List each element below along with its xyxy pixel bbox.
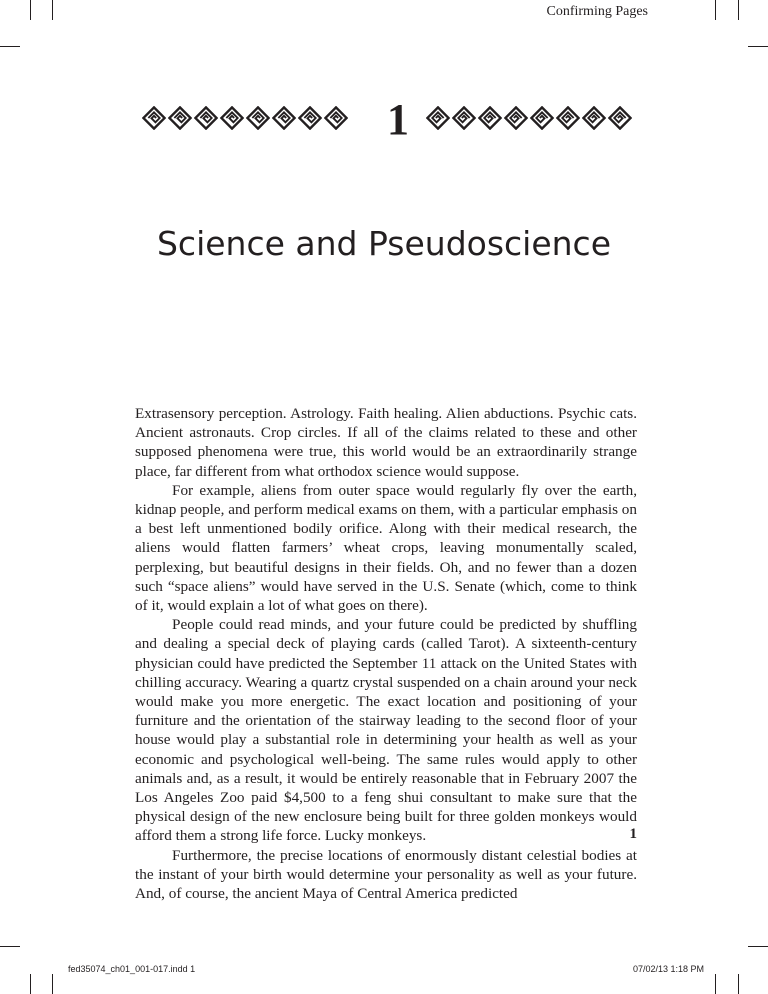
meander-spiral-icon (194, 106, 218, 130)
ornament-row-left (142, 106, 348, 130)
meander-spiral-icon (452, 106, 476, 130)
meander-spiral-icon (220, 106, 244, 130)
crop-mark (0, 946, 20, 947)
crop-mark (52, 974, 53, 994)
page-number: 1 (629, 826, 637, 842)
slug-filename: fed35074_ch01_001-017.indd 1 (68, 964, 196, 974)
meander-spiral-icon (168, 106, 192, 130)
crop-mark (715, 974, 716, 994)
crop-mark (30, 974, 31, 994)
chapter-heading (134, 95, 644, 144)
crop-mark (52, 0, 53, 20)
meander-spiral-icon (324, 106, 348, 130)
body-text (135, 404, 637, 903)
meander-spiral-icon (530, 106, 554, 130)
crop-mark (738, 974, 739, 994)
body-paragraph: For example, aliens from outer space would regularly fly over the earth, kidnap people, and perform medical exams on them, with a particular emphasis on a best left unmentioned bodily orifice. Along with their medical research, the aliens would flatten farmers’ wheat crops, leaving monumentally scaled, perplexing, but beautiful designs in their fields. Oh, and no fewer than a dozen such “space aliens” would have served in the U.S. Senate (which, come to think of it, would explain a lot of what goes on there). (135, 481, 637, 615)
meander-spiral-icon (272, 106, 296, 130)
body-paragraph: Extrasensory perception. Astrology. Faith healing. Alien abductions. Psychic cats. Ancient astronauts. Crop circles. If all of the claims related to these and other supposed phenomena were true, this world would be an extraordinarily strange place, far different from what orthodox science would suppose. (135, 405, 637, 480)
crop-mark (738, 0, 739, 20)
ornament-row-right (426, 106, 632, 130)
meander-spiral-icon (142, 106, 166, 130)
meander-spiral-icon (504, 106, 528, 130)
meander-spiral-icon (426, 106, 450, 130)
body-paragraph: People could read minds, and your future could be predicted by shuffling and dealing a special deck of playing cards (called Tarot). A sixteenth-century physician could have predicted the September 11 attack on the United States with chilling accuracy. Wearing a quartz crystal suspended on a chain around your neck would make you more energetic. The exact location and positioning of your furniture and the orientation of the stairway leading to the second floor of your house would play a substantial role in determining your health as well as your economic and psychological well-being. The same rules would apply to other animals and, as a result, it would be entirely reasonable that in February 2007 the Los Angeles Zoo paid $4,500 to a feng shui consultant to make sure that the physical design of the new enclosure being built for three golden monkeys would afford them a strong life force. Lucky monkeys. (135, 616, 637, 845)
crop-mark (715, 0, 716, 20)
meander-spiral-icon (608, 106, 632, 130)
crop-mark (748, 46, 768, 47)
crop-mark (0, 46, 20, 47)
meander-spiral-icon (298, 106, 322, 130)
slug-timestamp: 07/02/13 1:18 PM (632, 964, 704, 974)
running-head: Confirming Pages (546, 4, 648, 19)
chapter-number: 1 (387, 95, 409, 144)
crop-mark (748, 946, 768, 947)
crop-mark (30, 0, 31, 20)
meander-spiral-icon (556, 106, 580, 130)
chapter-title: Science and Pseudoscience (156, 224, 612, 264)
body-paragraph: Furthermore, the precise locations of enormously distant celestial bodies at the instant of your birth would determine your personality as well as your future. And, of course, the ancient Maya of Central America predicted (135, 846, 637, 903)
meander-spiral-icon (246, 106, 270, 130)
meander-spiral-icon (582, 106, 606, 130)
meander-spiral-icon (478, 106, 502, 130)
